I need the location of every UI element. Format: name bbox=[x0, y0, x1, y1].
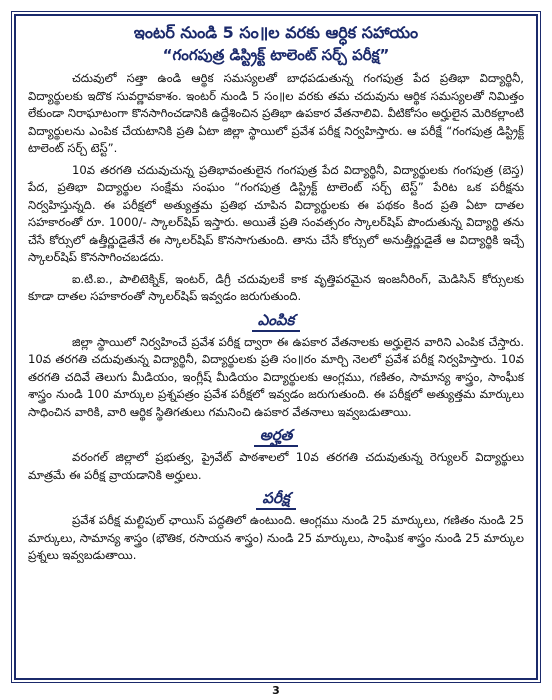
exam-paragraph: ప్రవేశ పరీక్ష మల్టిపుల్ ఛాయిస్ పద్ధతిలో ఉంటుంది. ఆంగ్లము నుండి 25 మార్కులు, గణితం నుండి 25 మార్కులు, సామాన్య శాస్త్రం (భౌతిక, రసాయన శాస్త్రం) నుండి 25 మార్కులు, సాంఘిక శాస్త్రం నుండి 25 మార్కుల ప్రశ్నలు ఇవ్వబడుతాయి. bbox=[28, 513, 524, 562]
page-border-frame bbox=[14, 14, 538, 680]
eligibility-paragraph: వరంగల్ జిల్లాలో ప్రభుత్వ, ప్రైవేట్ పాఠశాలలో 10వ తరగతి చదువుతున్న రెగ్యులర్ విద్యార్థులు మాత్రమే ఈ పరీక్ష వ్రాయడానికి అర్హులు. bbox=[28, 450, 524, 482]
selection-heading-text: ఎంపిక bbox=[252, 310, 301, 332]
intro-paragraph-2: 10వ తరగతి చదువుచున్న ప్రతిభావంతులైన గంగపుత్ర పేద విద్యార్థినీ, విద్యార్థులకు గంగపుత్ర (బెస్త) పేద, ప్రతిభా విద్యార్థుల సంక్షేమ సంఘం “గంగపుత్ర డిస్ట్రిక్ట్ టాలెంట్ సర్చ్ టెస్ట్” పేరిట ఒక పరీక్షను నిర్వహిస్తున్నది. ఈ పరీక్షలో అత్యుత్తమ ప్రతిభ చూపిన విద్యార్థులకు ఈ పథకం కింద ప్రతి ఏటా దాతల సహకారంతో రూ. 1000/- స్కాలర్‌షిప్ ఇస్తారు. అయితే ప్రతి సంవత్సరం స్కాలర్‌షిప్ పొందుతున్న విద్యార్థి తను చేసే కోర్సులో ఉత్తీర్ణుడైతేనే ఈ స్కాలర్‌షిప్ కొనసాగుతుంది. తాను చేసే కోర్సులో అనుత్తీర్ణుడైతే ఆ విద్యార్థికి ఇచ్చే స్కాలర్‌షిప్ కొనసాగించబడదు. bbox=[28, 162, 524, 264]
selection-heading bbox=[28, 310, 524, 332]
page-title: ఇంటర్ నుండి 5 సం॥ల వరకు ఆర్ధిక సహాయం bbox=[133, 23, 419, 42]
eligibility-heading bbox=[28, 425, 524, 447]
page-subtitle: “గంగపుత్ర డిస్ట్రిక్ట్ టాలెంట్ సర్చ్ పరీక్ష” bbox=[162, 46, 390, 64]
selection-paragraph: జిల్లా స్థాయిలో నిర్వహించే ప్రవేశ పరీక్ష ద్వారా ఈ ఉపకార వేతనాలకు అర్హులైన వారిని ఎంపిక చేస్తారు. 10వ తరగతి చదువుతున్న విద్యార్థినీ, విద్యార్థులకు ప్రతి సం॥రం మార్చి నెలలో ప్రవేశ పరీక్ష నిర్వహిస్తారు. 10వ తరగతి చదివే తెలుగు మీడియం, ఇంగ్లీష్ మీడియం విద్యార్థులకు ఆంగ్లము, గణితం, సామాన్య శాస్త్రం, సాంఘీక శాస్త్రం నుండి 100 మార్కుల ప్రశ్నపత్రం ప్రవేశ పరీక్షలో ఇవ్వడం జరుగుతుంది. ఈ పరీక్షలో అత్యుత్తమ మార్కులు సాధించిన వారికి, వారి ఆర్థిక స్థితిగతులు గమనించి ఉపకార వేతనాలు ఇవ్వబడుతాయి. bbox=[28, 334, 524, 419]
intro-paragraph-1: చదువులో సత్తా ఉండి ఆర్థిక సమస్యలతో బాధపడుతున్న గంగపుత్ర పేద ప్రతిభా విద్యార్థినీ, విద్యార్థులకు ఇదొక సువర్ణావకాశం. ఇంటర్ నుండి 5 సం॥ల వరకు తమ చదువును ఆర్థిక సమస్యలతో నిమిత్తం లేకుండా నిరాఘాటంగా కొనసాగించడానికి ఉద్దేశించిన ప్రతిభా ఉపకార వేతనాలివి. వీటికోసం అర్హులైన మెరికల్లాంటి విద్యార్థులను ఎంపిక చేయటానికి ప్రతి ఏటా జిల్లా స్థాయిలో ప్రవేశ పరీక్ష నిర్వహిస్తారు. ఆ పరీక్షే “గంగపుత్ర డిస్ట్రిక్ట్ టాలెంట్ సర్చ్ టెస్ట్”. bbox=[28, 71, 524, 155]
intro-paragraph-3: ఐ.టి.ఐ., పాలిటెక్నిక్, ఇంటర్, డిగ్రీ చదువులకే కాక వృత్తిపరమైన ఇంజనీరింగ్, మెడిసిన్ కోర్సులకు కూడా దాతల సహకారంతో స్కాలర్‌షిప్ ఇవ్వడం జరుగుతుంది. bbox=[28, 271, 524, 303]
eligibility-heading-text: అర్హత bbox=[254, 425, 299, 447]
exam-heading bbox=[28, 488, 524, 510]
page-number: 3 bbox=[272, 684, 280, 697]
exam-heading-text: పరీక్ష bbox=[256, 488, 295, 510]
